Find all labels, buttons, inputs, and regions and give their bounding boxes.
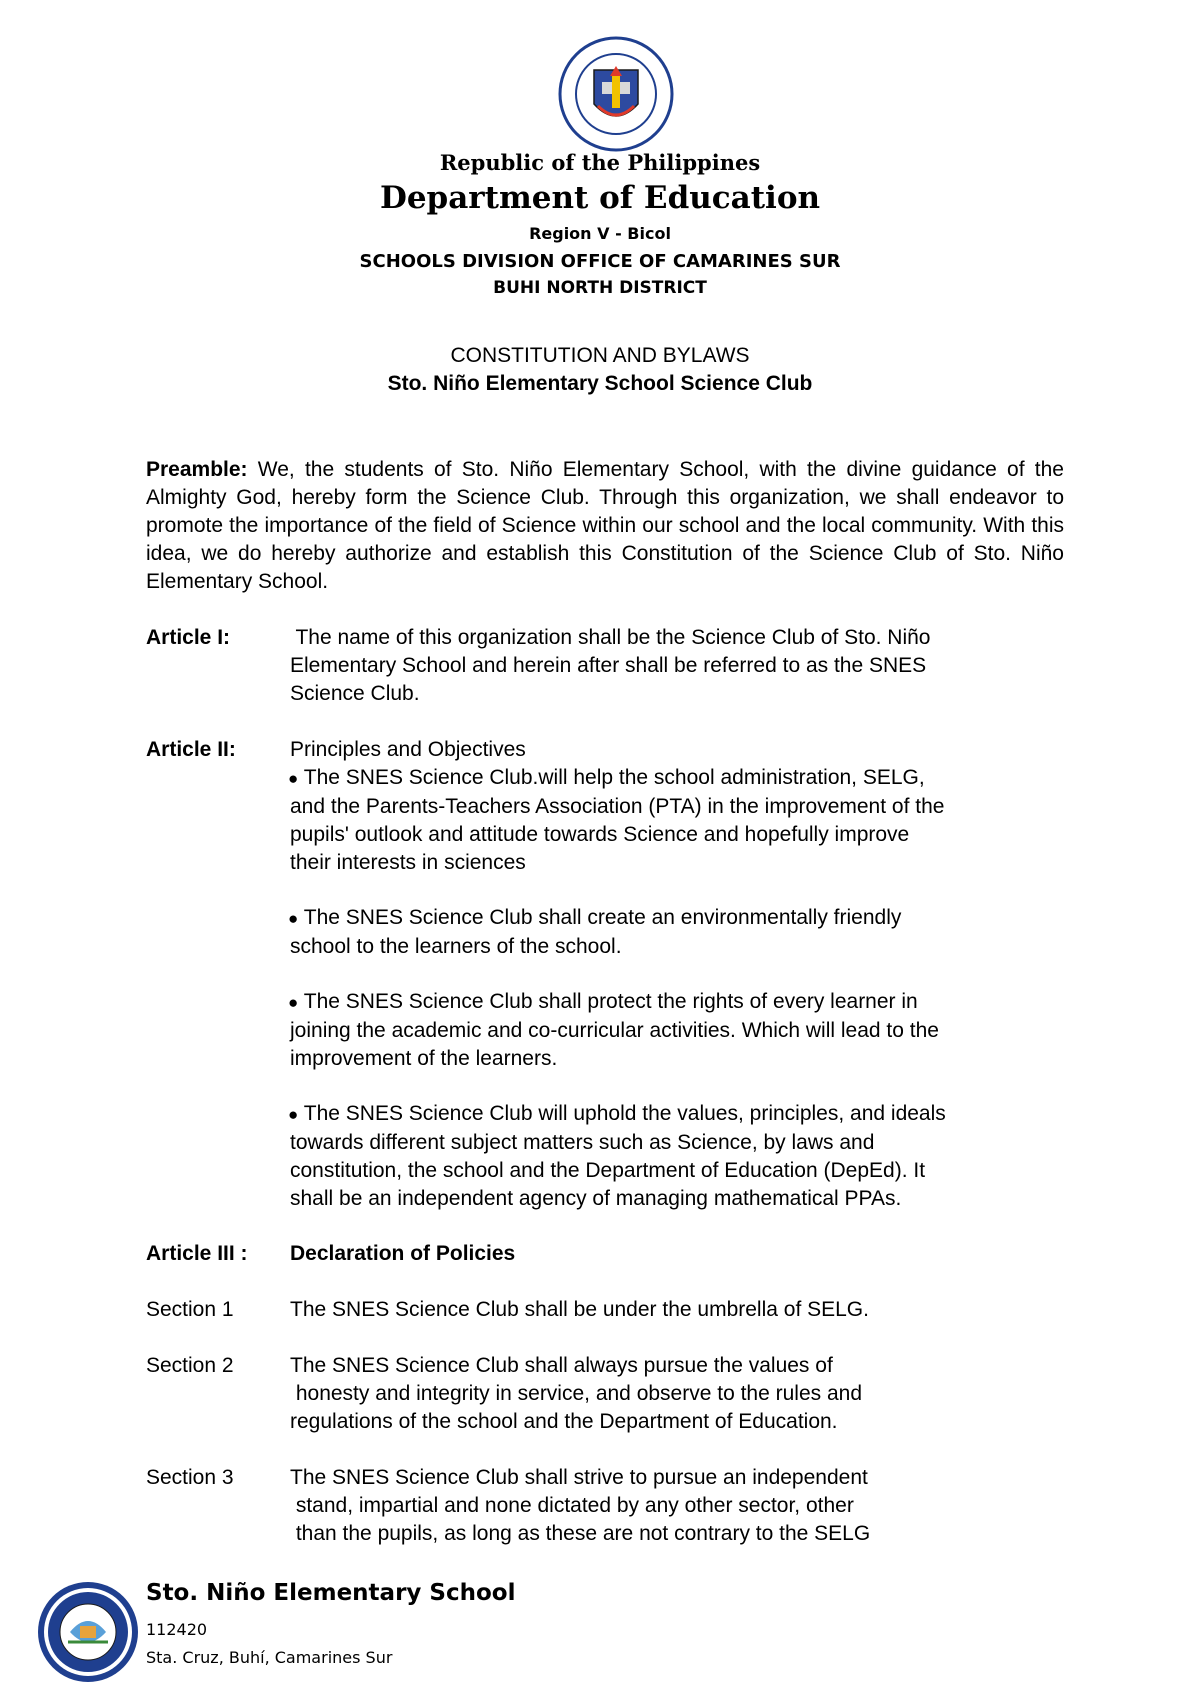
objective-line: The SNES Science Club shall protect the rights of every learner in [303,990,918,1013]
article-1-label: Article I: [146,626,231,649]
section-2-text [290,1352,862,1436]
objective-line: their interests in sciences [290,851,526,874]
objective-line: joining the academic and co-curricular activities. Which will lead to the [290,1019,939,1042]
preamble-label: Preamble: [146,458,248,481]
district-line: BUHI NORTH DISTRICT [493,278,707,298]
article-3-label: Article III : [146,1242,248,1265]
article-2-heading: Principles and Objectives [290,738,526,761]
section-line: The SNES Science Club shall always pursue the values of [290,1354,833,1377]
republic-heading: Republic of the Philippines [439,150,761,175]
objective-line: towards different subject matters such as Science, by laws and [290,1131,875,1154]
article-1-line: Science Club. [290,682,420,705]
objective-line: shall be an independent agency of managing mathematical PPAs. [290,1187,902,1210]
objective-line: The SNES Science Club.will help the school administration, SELG, [303,766,925,789]
section-line: The SNES Science Club shall strive to pursue an independent [290,1466,868,1489]
objective-bullet [288,1100,946,1213]
section-1-text: The SNES Science Club shall be under the umbrella of SELG. [290,1298,869,1321]
objective-line: and the Parents-Teachers Association (PTA) in the improvement of the [290,795,945,818]
school-seal-logo [36,1580,140,1684]
bullet-icon: ● [288,1105,299,1124]
objective-line: The SNES Science Club shall create an environmentally friendly [303,906,902,929]
section-line: stand, impartial and none dictated by any other sector, other [290,1494,854,1517]
article-3-heading: Declaration of Policies [290,1242,516,1265]
objective-line: improvement of the learners. [290,1047,558,1070]
article-1-line: The name of this organization shall be the Science Club of Sto. Niño [290,626,931,649]
section-3-text [290,1464,870,1548]
objective-bullet [288,988,939,1073]
preamble-text: We, the students of Sto. Niño Elementary School, with the divine guidance of the Almighty God, hereby form the Science Club. Through this organization, we shall endeavor to promote the importance of the field of Science within our school and the local community. With this idea, we do hereby authorize and establish this Constitution of the Science Club of Sto. Niño Elementary School. [146,458,1064,593]
objective-line: The SNES Science Club will uphold the values, principles, and ideals [303,1102,946,1125]
document-subtitle: Sto. Niño Elementary School Science Club [387,372,813,395]
objective-line: pupils' outlook and attitude towards Science and hopefully improve [290,823,910,846]
section-1-label: Section 1 [146,1298,234,1321]
preamble-paragraph [146,456,1064,596]
objective-line: school to the learners of the school. [290,935,622,958]
section-line: than the pupils, as long as these are not contrary to the SELG [290,1522,871,1545]
article-1-line: Elementary School and herein after shall be referred to as the SNES [290,654,927,677]
section-line: regulations of the school and the Department of Education. [290,1410,838,1433]
department-heading: Department of Education [379,180,821,216]
article-1-text [290,624,931,708]
deped-seal-logo [558,36,674,152]
section-2-label: Section 2 [146,1354,234,1377]
bullet-icon: ● [288,993,299,1012]
bullet-icon: ● [288,769,299,788]
objective-line: constitution, the school and the Department of Education (DepEd). It [290,1159,926,1182]
section-3-label: Section 3 [146,1466,234,1489]
footer-school-name: Sto. Niño Elementary School [146,1580,516,1606]
section-line: honesty and integrity in service, and observe to the rules and [290,1382,863,1405]
objective-bullet [288,764,944,877]
region-line: Region V - Bicol [529,224,671,243]
objective-bullet [288,904,901,961]
article-2-label: Article II: [146,738,236,761]
footer-school-id: 112420 [146,1620,208,1639]
footer-address: Sta. Cruz, Buhí, Camarines Sur [146,1648,393,1667]
document-title: CONSTITUTION AND BYLAWS [450,344,750,367]
division-line: SCHOOLS DIVISION OFFICE OF CAMARINES SUR [359,251,841,272]
bullet-icon: ● [288,909,299,928]
